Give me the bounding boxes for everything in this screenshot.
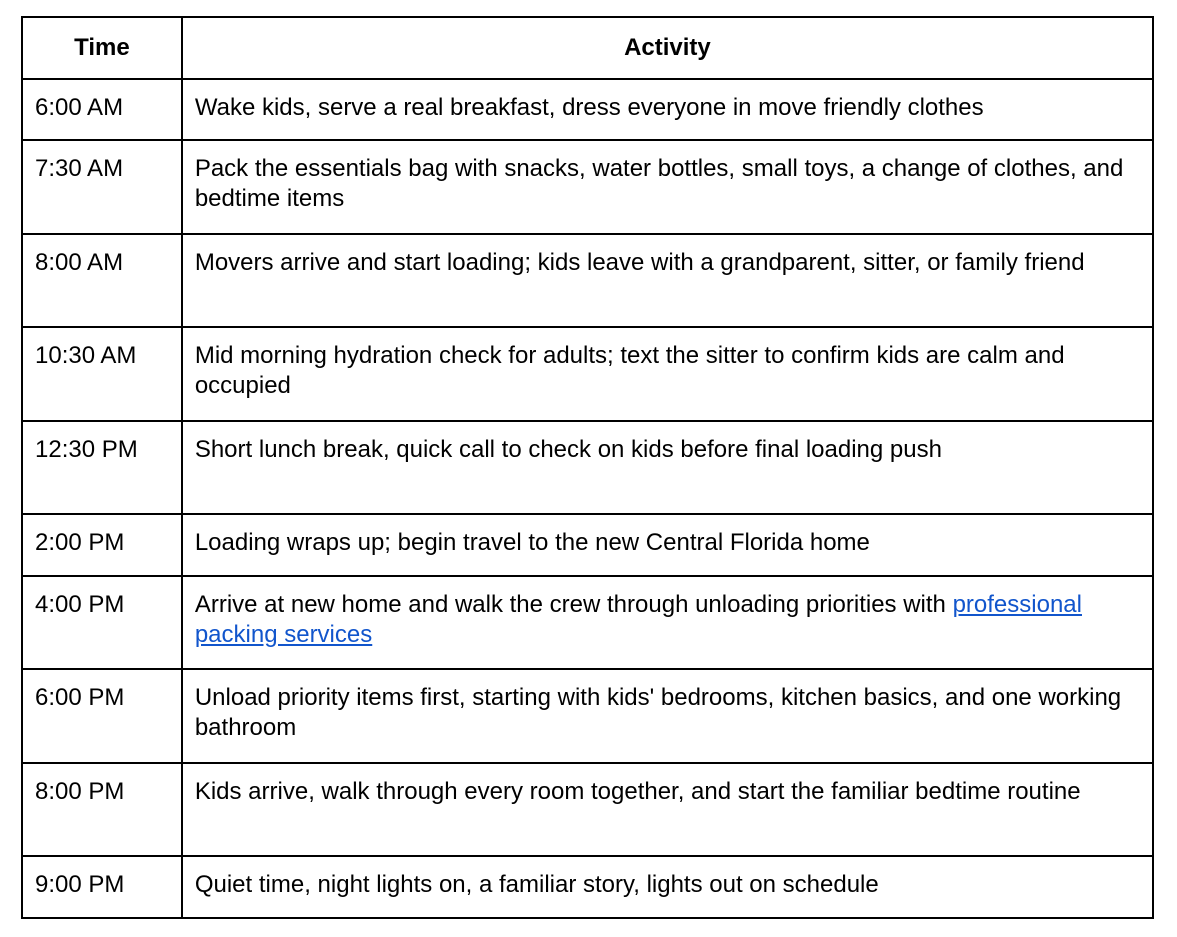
activity-cell: Mid morning hydration check for adults; text the sitter to confirm kids are calm and occupied bbox=[182, 327, 1153, 421]
time-cell: 4:00 PM bbox=[22, 576, 182, 669]
table-row bbox=[22, 79, 1153, 140]
table-row bbox=[22, 669, 1153, 763]
table-row bbox=[22, 234, 1153, 327]
activity-cell: Wake kids, serve a real breakfast, dress everyone in move friendly clothes bbox=[182, 79, 1153, 140]
table-row bbox=[22, 763, 1153, 856]
time-cell: 6:00 PM bbox=[22, 669, 182, 763]
table-row bbox=[22, 140, 1153, 234]
time-cell: 10:30 AM bbox=[22, 327, 182, 421]
time-cell: 12:30 PM bbox=[22, 421, 182, 514]
activity-cell: Kids arrive, walk through every room together, and start the familiar bedtime routine bbox=[182, 763, 1153, 856]
activity-cell: Loading wraps up; begin travel to the new Central Florida home bbox=[182, 514, 1153, 576]
activity-text: Arrive at new home and walk the crew through unloading priorities with bbox=[194, 591, 953, 618]
header-row bbox=[22, 17, 1153, 79]
header-activity: Activity bbox=[182, 17, 1153, 79]
time-cell: 9:00 PM bbox=[22, 856, 182, 918]
schedule-table bbox=[21, 16, 1154, 919]
header-time: Time bbox=[22, 17, 182, 79]
table-row bbox=[22, 856, 1153, 918]
professional-packing-services-link[interactable]: professional packing services bbox=[194, 591, 1082, 648]
time-cell: 6:00 AM bbox=[22, 79, 182, 140]
time-cell: 8:00 AM bbox=[22, 234, 182, 327]
table-row bbox=[22, 327, 1153, 421]
time-cell: 7:30 AM bbox=[22, 140, 182, 234]
table-row bbox=[22, 514, 1153, 576]
activity-cell: Movers arrive and start loading; kids leave with a grandparent, sitter, or family friend bbox=[182, 234, 1153, 327]
activity-cell: Unload priority items first, starting with kids' bedrooms, kitchen basics, and one working bathroom bbox=[182, 669, 1153, 763]
table-row bbox=[22, 576, 1153, 669]
activity-cell: Short lunch break, quick call to check on kids before final loading push bbox=[182, 421, 1153, 514]
time-cell: 2:00 PM bbox=[22, 514, 182, 576]
activity-cell: Pack the essentials bag with snacks, water bottles, small toys, a change of clothes, and bedtime items bbox=[182, 140, 1153, 234]
activity-cell: Quiet time, night lights on, a familiar story, lights out on schedule bbox=[182, 856, 1153, 918]
table-row bbox=[22, 421, 1153, 514]
activity-cell bbox=[182, 576, 1153, 669]
time-cell: 8:00 PM bbox=[22, 763, 182, 856]
